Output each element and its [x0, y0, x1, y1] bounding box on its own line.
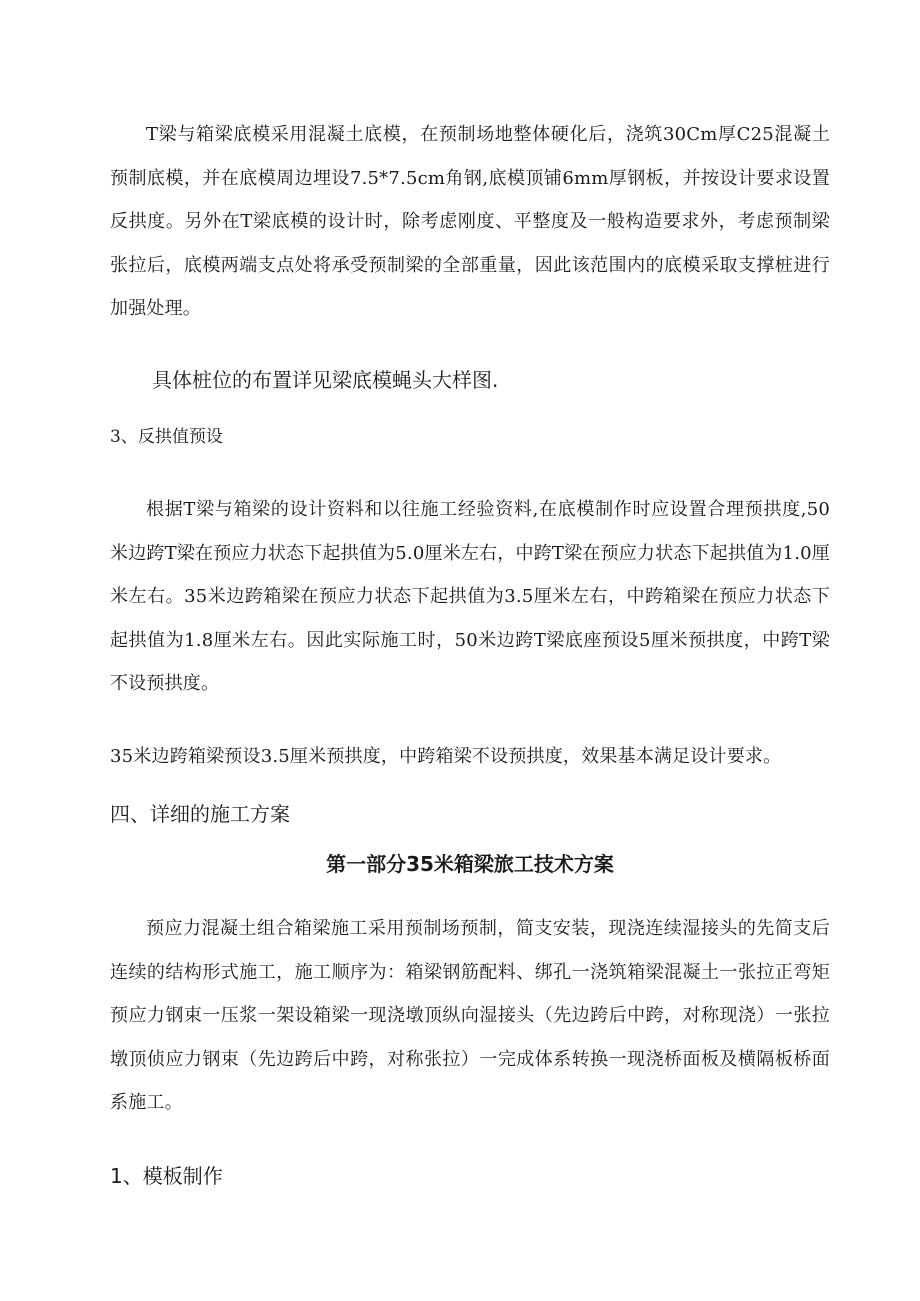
subheading-camber-preset: 3、反拱值预设	[110, 427, 223, 447]
paragraph-construction-sequence: 预应力混凝土组合箱梁施工采用预制场预制，简支安装，现浇连续湿接头的先简支后连续的结构形式施工，施工顺序为：箱梁钢筋配料、绑孔一浇筑箱梁混凝土一张拉正弯矩预应力钢束一压浆一架设箱梁一现浇墩顶纵向湿接头（先边跨后中跨，对称现浇）一张拉墩顶侦应力钢束（先边跨后中跨，对称张拉）一完成体系转换一现浇桥面板及横隔板桥面系施工。	[110, 918, 830, 1114]
pile-layout-note: 具体桩位的布置详见梁底模蝇头大样图.	[152, 368, 499, 392]
paragraph-bottom-formwork: T梁与箱梁底模采用混凝土底模，在预制场地整体硬化后，浇筑30Cm厚C25混凝土预制底模，并在底模周边埋设7.5*7.5cm角钢,底模顶铺6mm厚钢板，并按设计要求设置反拱度。另外在T梁底模的设计时，除考虑刚度、平整度及一般构造要求外，考虑预制梁张拉后，底模两端支点处将承受预制梁的全部重量，因此该范围内的底模采取支撑桩进行加强处理。	[110, 124, 830, 320]
part-heading-box-girder: 第一部分35米箱梁旅工技术方案	[326, 852, 614, 876]
item-heading-formwork: 1、模板制作	[110, 1164, 223, 1188]
paragraph-camber-values: 根据T梁与箱梁的设计资料和以往施工经验资料,在底模制作时应设置合理预拱度,50米边跨T梁在预应力状态下起拱值为5.0厘米左右，中跨T梁在预应力状态下起拱值为1.0厘米左右。35米边跨箱梁在预应力状态下起拱值为3.5厘米左右，中跨箱梁在预应力状态下起拱值为1.8厘米左右。因此实际施工时，50米边跨T梁底座预设5厘米预拱度，中跨T梁不设预拱度。	[110, 499, 830, 695]
paragraph-box-girder-camber: 35米边跨箱梁预设3.5厘米预拱度，中跨箱梁不设预拱度，效果基本满足设计要求。	[110, 746, 782, 767]
section-heading-construction-plan: 四、详细的施工方案	[110, 802, 290, 826]
